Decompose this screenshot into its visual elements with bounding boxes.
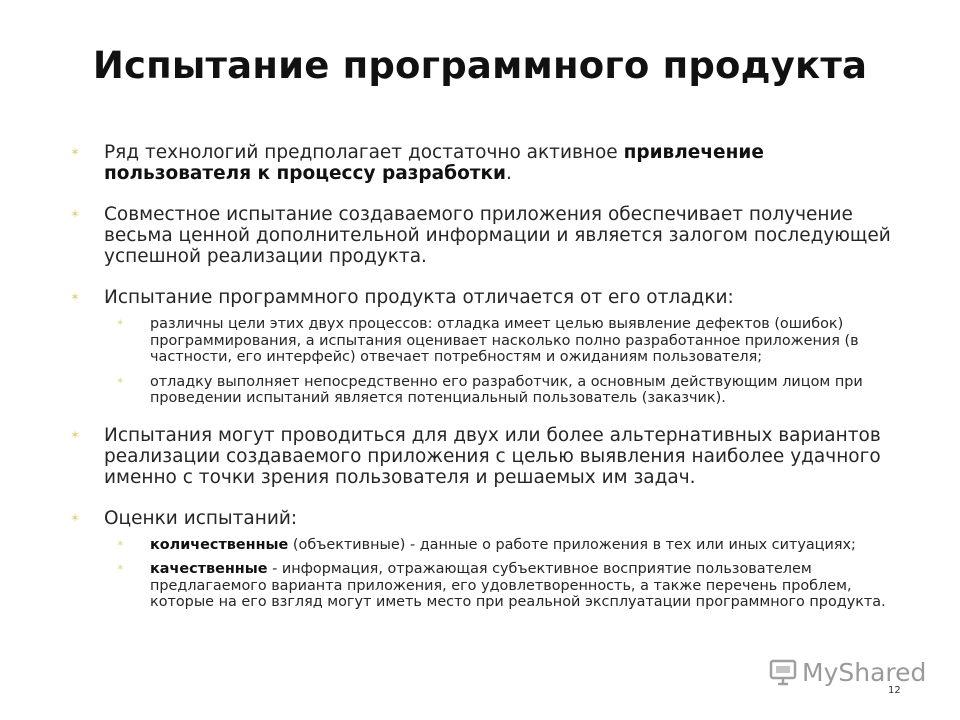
slide-title: Испытание программного продукта [92, 44, 868, 87]
watermark-text: MyShared [802, 657, 927, 687]
sub-bullet-marker-icon: ✶ [116, 538, 125, 550]
bullet-item: ✶ Ряд технологий предполагает достаточно активное привлечение пользователя к процессу разработки. [70, 142, 764, 184]
presentation-board-icon [768, 657, 798, 687]
watermark-logo [768, 656, 926, 688]
bullet-item: ✶ Оценки испытаний: [70, 507, 298, 529]
bullet-marker-icon: ✶ [70, 290, 81, 304]
bullet-marker-icon: ✶ [70, 427, 81, 442]
sub-bullet-marker-icon: ✶ [116, 375, 125, 387]
sub-list-eval [70, 537, 910, 611]
bullet-item: ✶ Испытания могут проводиться для двух или более альтернативных вариантов реализации создаваемого приложения с целью выявления наиболее удачного именно с точки зрения пользователя и решаемых им задач. [70, 424, 881, 488]
sub-bullet-marker-icon: ✶ [116, 318, 125, 329]
sub-bullet-item: ✶ отладку выполняет непосредственно его разработчик, а основным действующим лицом при проведении испытаний является потенциальный пользователь (заказчик). [116, 373, 863, 406]
sub-bullet-item: ✶ количественные (объективные) - данные о работе приложения в тех или иных ситуациях; [116, 536, 856, 553]
sub-bullet-item: ✶ качественные - информация, отражающая субъективное восприятие пользователем предлагаемого варианта приложения, его удовлетворенность, а также перечень проблем, которые на его взгляд могут иметь место при реальной эксплуатации программного продукта. [116, 561, 886, 610]
slide-content [70, 142, 910, 629]
bullet-marker-icon: ✶ [70, 145, 81, 159]
page-number: 12 [888, 685, 901, 696]
bullet-marker-icon: ✶ [70, 510, 81, 525]
bullet-item: ✶ Совместное испытание создаваемого приложения обеспечивает получение весьма ценной дополнительной информации и является залогом последующей успешной реализации продукта. [70, 204, 891, 267]
sub-bullet-marker-icon: ✶ [116, 563, 125, 574]
bullet-marker-icon: ✶ [70, 207, 81, 221]
sub-list-debug [70, 316, 910, 407]
bullet-item: ✶ Испытание программного продукта отличается от его отладки: [70, 287, 734, 308]
sub-bullet-item: ✶ различны цели этих двух процессов: отладка имеет целью выявление дефектов (ошибок) программирования, а испытания оценивает насколько полно разработанное приложения (в частности, его интерфейс) отвечает потребностям и ожиданиям пользователя; [116, 316, 859, 365]
